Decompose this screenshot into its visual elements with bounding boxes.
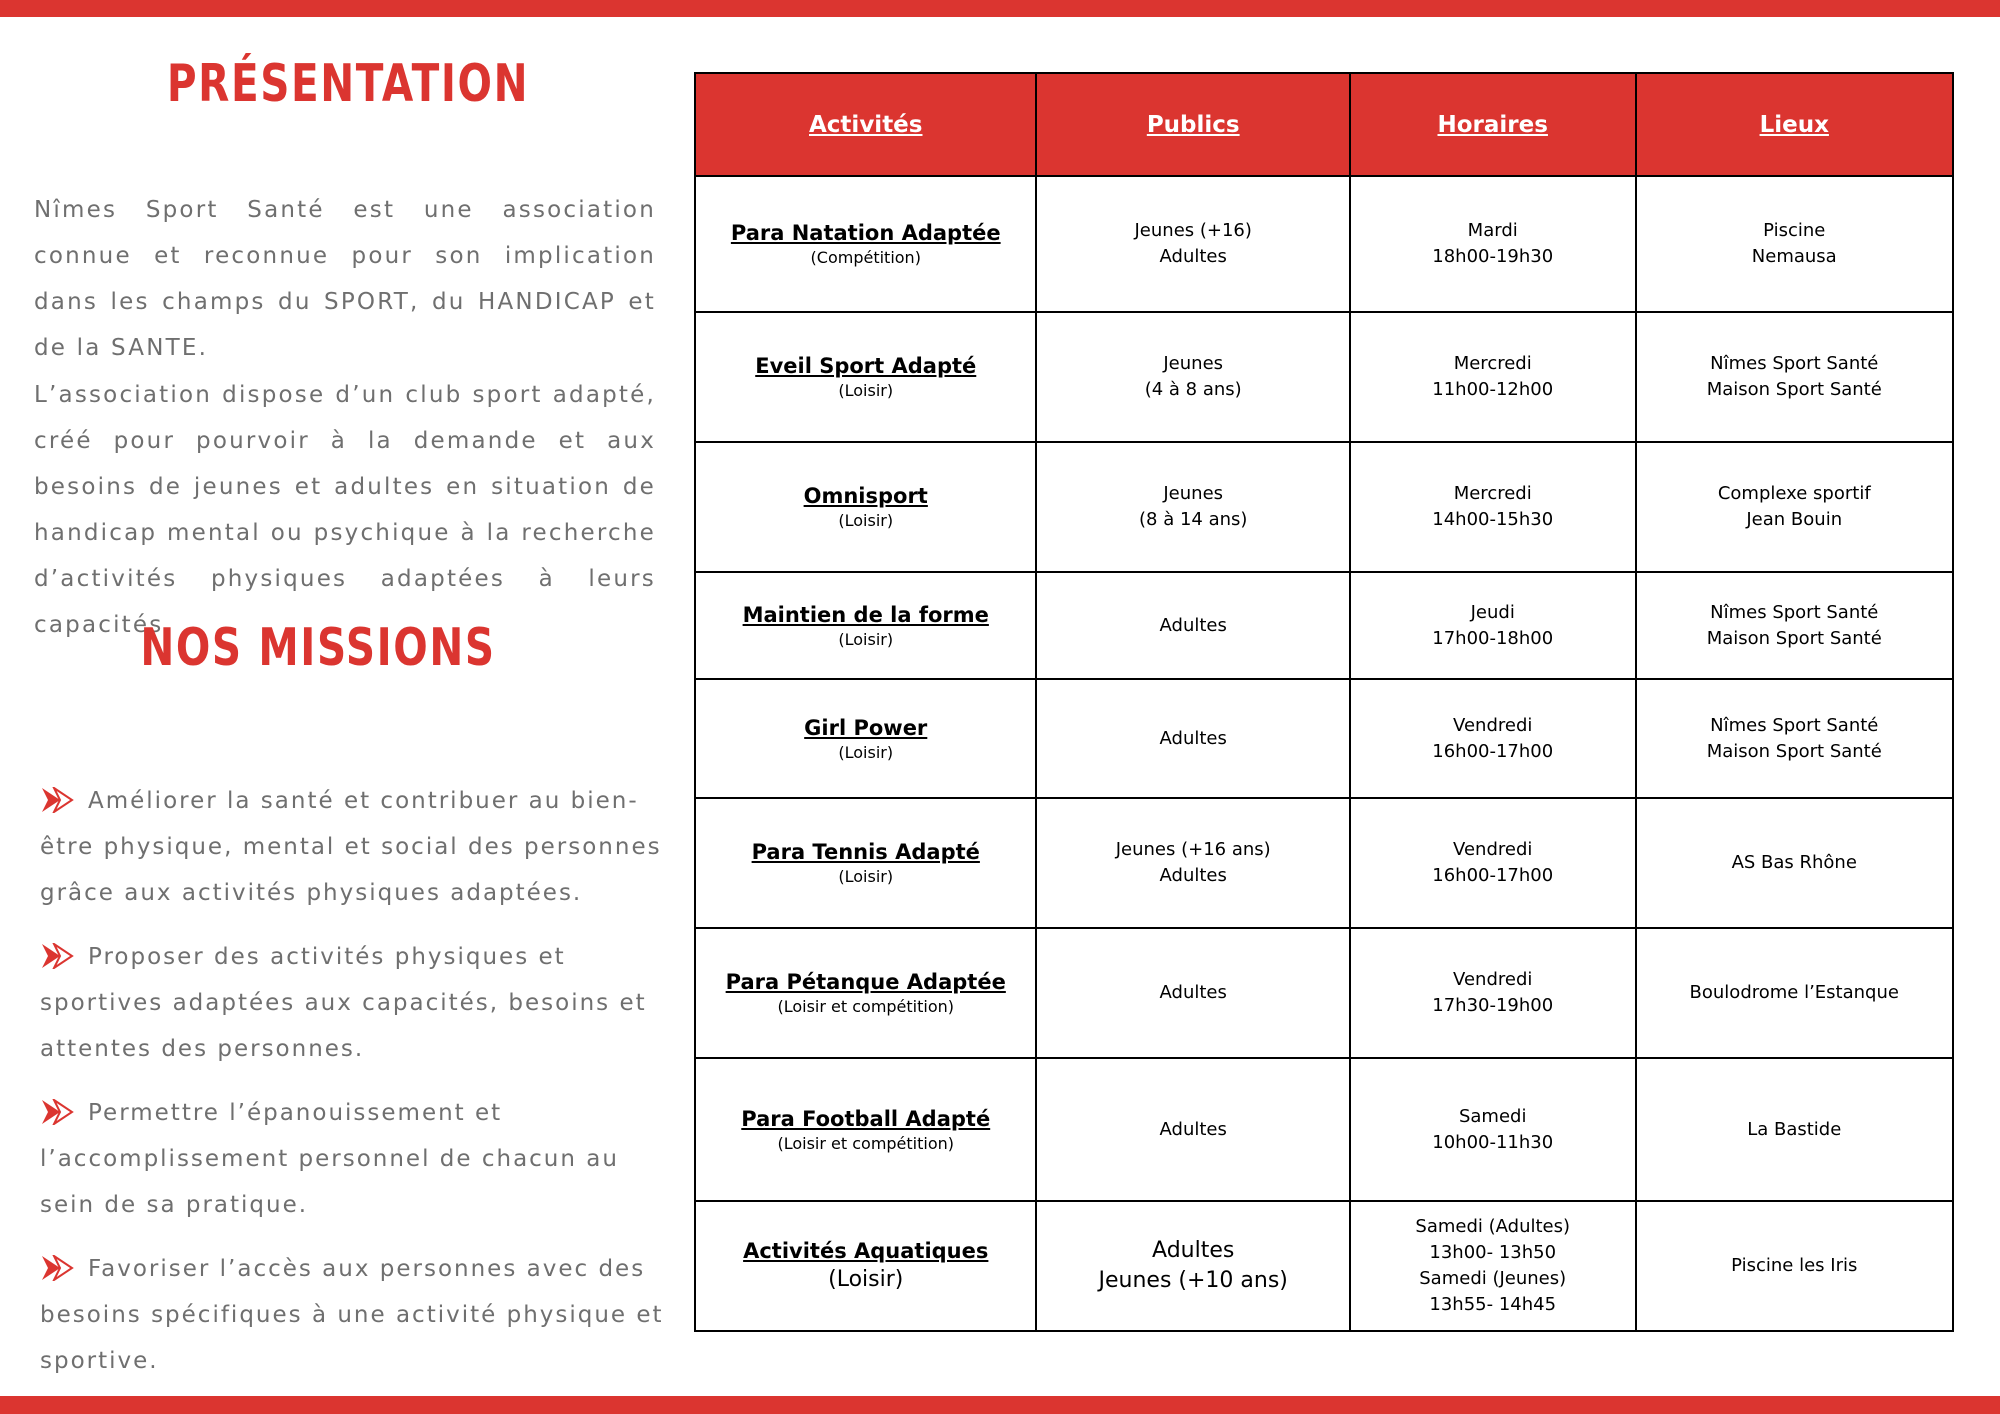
double-chevron-right-icon [40, 943, 80, 969]
activity-cell [695, 572, 1036, 679]
mission-text: Améliorer la santé et contribuer au bien-être physique, mental et social des personnes grâce aux activités physiques adaptées. [40, 788, 662, 906]
mission-text: Favoriser l’accès aux personnes avec des besoins spécifiques à une activité physique et sportive. [40, 1256, 664, 1374]
public-cell: Jeunes (+16) Adultes [1036, 176, 1349, 312]
schedule-cell: Jeudi 17h00-18h00 [1350, 572, 1636, 679]
schedule-cell: Mardi 18h00-19h30 [1350, 176, 1636, 312]
public-cell: Jeunes (8 à 14 ans) [1036, 442, 1349, 572]
activity-name: Para Tennis Adapté [751, 840, 980, 864]
activity-type: (Loisir) [838, 629, 894, 649]
table-row [695, 1201, 1953, 1331]
top-red-band [0, 0, 2000, 17]
place-cell: Nîmes Sport Santé Maison Sport Santé [1636, 572, 1954, 679]
bottom-red-band [0, 1396, 2000, 1414]
place-cell: Piscine Nemausa [1636, 176, 1954, 312]
public-cell: Adultes [1036, 679, 1349, 798]
missions-title: NOS MISSIONS [140, 618, 496, 678]
activity-cell [695, 1201, 1036, 1331]
schedule-cell: Mercredi 14h00-15h30 [1350, 442, 1636, 572]
public-cell: Adultes [1036, 572, 1349, 679]
table-row [695, 798, 1953, 928]
mission-text: Permettre l’épanouissement et l’accomplissement personnel de chacun au sein de sa pratique. [40, 1100, 619, 1218]
table-row [695, 1058, 1953, 1201]
activity-cell [695, 176, 1036, 312]
double-chevron-right-icon [40, 1255, 80, 1281]
activity-name: Maintien de la forme [742, 602, 989, 627]
mission-item [40, 1090, 668, 1228]
public-cell: Jeunes (4 à 8 ans) [1036, 312, 1349, 442]
header-lieux: Lieux [1636, 73, 1954, 176]
activity-cell [695, 928, 1036, 1058]
presentation-paragraph-2: L’association dispose d’un club sport adapté, créé pour pourvoir à la demande et aux besoins de jeunes et adultes en situation de handicap mental ou psychique à la recherche d’activités physiques adaptées à leurs capacités. [34, 382, 656, 638]
presentation-title: PRÉSENTATION [166, 54, 530, 114]
activity-type: (Loisir) [838, 742, 894, 762]
place-cell: AS Bas Rhône [1636, 798, 1954, 928]
table-header-row [695, 73, 1953, 176]
activity-type: (Loisir) [838, 867, 894, 886]
activity-type: (Loisir et compétition) [777, 997, 955, 1016]
activity-name: Activités Aquatiques [743, 1239, 989, 1263]
mission-item [40, 934, 668, 1072]
activity-type: (Compétition) [810, 248, 921, 267]
table-row [695, 679, 1953, 798]
activity-cell [695, 312, 1036, 442]
activity-type: (Loisir) [838, 511, 894, 530]
activity-name: Para Natation Adaptée [730, 221, 1001, 245]
activity-type: (Loisir) [838, 381, 894, 400]
activity-cell [695, 442, 1036, 572]
activities-table [694, 72, 1954, 1332]
public-cell: Jeunes (+16 ans) Adultes [1036, 798, 1349, 928]
table-row [695, 176, 1953, 312]
schedule-cell: Vendredi 16h00-17h00 [1350, 798, 1636, 928]
activity-type: (Loisir) [828, 1267, 904, 1292]
public-cell: Adultes [1036, 928, 1349, 1058]
double-chevron-right-icon [40, 1099, 80, 1125]
table-row [695, 928, 1953, 1058]
schedule-cell: Vendredi 17h30-19h00 [1350, 928, 1636, 1058]
schedule-cell: Mercredi 11h00-12h00 [1350, 312, 1636, 442]
schedule-cell: Vendredi 16h00-17h00 [1350, 679, 1636, 798]
presentation-paragraph-1: Nîmes Sport Santé est une association connue et reconnue pour son implication dans les champs du SPORT, du HANDICAP et de la SANTE. [34, 197, 656, 361]
schedule-cell: Samedi 10h00-11h30 [1350, 1058, 1636, 1201]
activity-name: Eveil Sport Adapté [755, 354, 977, 378]
place-cell: Complexe sportif Jean Bouin [1636, 442, 1954, 572]
activity-cell [695, 798, 1036, 928]
mission-item [40, 778, 668, 916]
header-activites: Activités [695, 73, 1036, 176]
activity-cell [695, 1058, 1036, 1201]
table-row [695, 312, 1953, 442]
activity-name: Para Pétanque Adaptée [725, 970, 1006, 994]
table-row [695, 572, 1953, 679]
mission-item [40, 1246, 668, 1384]
place-cell: Nîmes Sport Santé Maison Sport Santé [1636, 679, 1954, 798]
place-cell: Piscine les Iris [1636, 1201, 1954, 1331]
double-chevron-right-icon [40, 787, 80, 813]
missions-list [40, 778, 668, 1402]
activity-name: Para Football Adapté [741, 1106, 991, 1131]
place-cell: Nîmes Sport Santé Maison Sport Santé [1636, 312, 1954, 442]
activity-name: Girl Power [804, 715, 928, 740]
header-publics: Publics [1036, 73, 1349, 176]
public-cell: Adultes Jeunes (+10 ans) [1036, 1201, 1349, 1331]
place-cell: La Bastide [1636, 1058, 1954, 1201]
activity-name: Omnisport [803, 484, 928, 508]
activity-type: (Loisir et compétition) [777, 1133, 955, 1153]
schedule-cell: Samedi (Adultes) 13h00- 13h50 Samedi (Jeunes) 13h55- 14h45 [1350, 1201, 1636, 1331]
public-cell: Adultes [1036, 1058, 1349, 1201]
activity-cell [695, 679, 1036, 798]
header-horaires: Horaires [1350, 73, 1636, 176]
mission-text: Proposer des activités physiques et sportives adaptées aux capacités, besoins et attentes des personnes. [40, 944, 647, 1062]
place-cell: Boulodrome l’Estanque [1636, 928, 1954, 1058]
table-row [695, 442, 1953, 572]
